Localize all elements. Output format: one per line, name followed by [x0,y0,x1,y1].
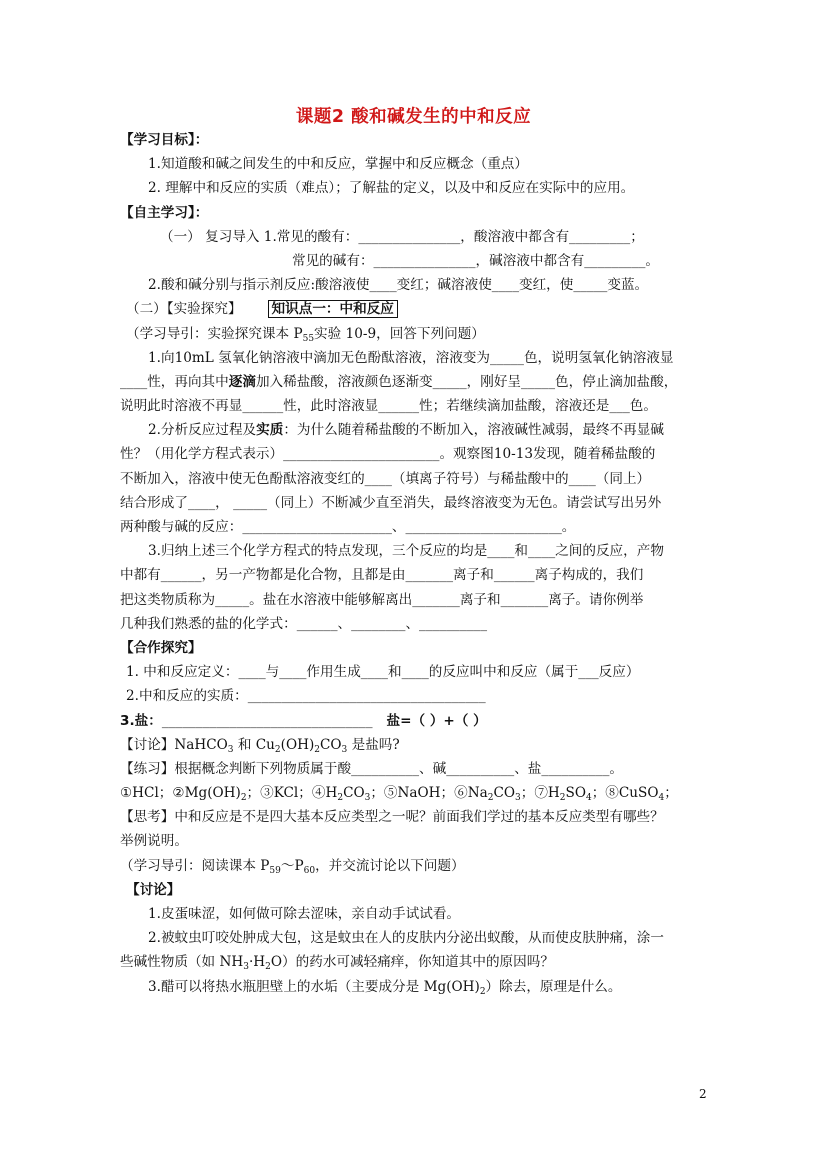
text-run: 【讨论】NaHCO [120,736,228,753]
section-heading-discussion: 【讨论】 [126,881,181,898]
guide-text: ，并交流讨论以下问题） [315,857,465,874]
definition-line: 1. 中和反应定义：____与____作用生成____和____的反应叫中和反应（属于___反应） [126,664,640,681]
salt-line [120,709,720,733]
goal-line: 1.知道酸和碱之间发生的中和反应，掌握中和反应概念（重点） [148,156,528,173]
text-run: 加入稀盐酸，溶液颜色逐渐变_____，刚好呈_____色，停止滴加盐酸， [255,373,678,390]
text-run: CO [343,785,365,802]
study-guide-line [120,322,720,346]
text-run: 些碱性物质（如 NH [120,954,244,971]
practice-line: 【练习】根据概念判断下列物质属于酸__________、碱__________、盐__________。 [120,760,623,777]
paragraph-line: 结合形成了____， _____（同上）不断减少直至消失，最终溶液变为无色。请尝试写出另外 [120,494,662,511]
paragraph-line: 把这类物质称为_____。盐在水溶液中能够解离出_______离子和_______离子。请你例举 [120,591,644,608]
text-run: ；⑦H [520,785,560,802]
discussion-question: 1.皮蛋味涩，如何做可除去涩味，亲自动手试试看。 [148,906,461,922]
text-run: ）除去，原理是什么。 [485,978,622,995]
study-guide-line [120,854,720,878]
discussion-line [120,733,720,757]
paragraph-line [120,370,720,394]
text-run: O）的药水可减轻痛痒，你知道其中的原因吗？ [270,954,554,971]
salt-formula: 盐=（ ）+（ ） [386,712,487,729]
subscript: 4 [658,793,665,804]
text-run: ；⑧CuSO [591,785,659,802]
salt-blank: _______________________________ [161,712,373,729]
subscript: 3 [227,744,234,755]
subscript: 2 [487,793,494,804]
text-run: ①HCl；②Mg(OH) [120,785,241,802]
text-run: CO [493,785,515,802]
discussion-question: 2.被蚊虫叮咬处肿成大包，这是蚊虫在人的皮肤内分泌出蚁酸，从而使皮肤肿痛，涂一 [148,930,664,947]
guide-text: ～P [280,857,304,874]
experiment-heading-text: （二）【实验探究】 [126,301,242,318]
text-run: ；③KCl；④H [246,785,338,802]
review-line: 常见的碱有：_______________，碱溶液中都含有_________。 [292,252,660,269]
text-run: SO [565,785,586,802]
guide-text: （学习导引：实验探究课本 P [126,325,303,342]
paragraph-line: 性？（用化学方程式表示）_______________________。观察图10-13发现，随着稀盐酸的 [120,446,656,463]
text-run: 是盐吗? [347,736,400,753]
subscript: 2 [337,793,344,804]
subscript: 3 [515,793,521,804]
section-heading-cooperation: 【合作探究】 [120,639,202,656]
text-run: ；⑤NaOH；⑥Na [370,785,488,802]
page-subscript: 59 [269,865,281,876]
subscript: 4 [585,793,592,804]
page-subscript: 60 [303,865,316,876]
emphasis-text: 实质 [256,422,284,439]
indicator-line: 2.酸和碱分别与指示剂反应:酸溶液使____变红；碱溶液使____变红，使_____变蓝。 [148,277,649,294]
text-run: ：为什么随着稀盐酸的不断加入，溶液碱性减弱，最终不再显碱 [283,422,664,439]
page-subscript: 55 [302,333,315,344]
text-run: ·H [248,954,266,971]
subscript: 2 [274,744,281,755]
discussion-question [120,950,720,974]
think-line: 【思考】中和反应是不是四大基本反应类型之一呢？前面我们学过的基本反应类型有哪些？ [120,809,664,826]
section-heading-experiment [120,297,720,321]
salt-label: 3.盐： [120,712,162,729]
page-number: 2 [699,1087,707,1101]
goal-line: 2. 理解中和反应的实质（难点）；了解盐的定义，以及中和反应在实际中的应用。 [148,180,635,197]
paragraph-line: 3.归纳上述三个化学方程式的特点发现，三个反应的均是____和____之间的反应，产物 [148,543,664,560]
think-line: 举例说明。 [120,833,188,850]
paragraph-line: 中都有______，另一产物都是化合物，且都是由_______离子和______离子构成的，我们 [120,567,644,584]
text-run: CO [320,736,342,753]
knowledge-point-box: 知识点一：中和反应 [268,300,398,318]
text-run: ； [664,785,678,802]
subscript: 2 [314,744,320,755]
paragraph-line: 1.向10mL 氢氧化钠溶液中滴加无色酚酞溶液，溶液变为_____色，说明氢氧化钠溶液显 [148,349,674,366]
subscript: 3 [364,793,371,804]
paragraph-line: 两种酸与碱的反应：______________________、_______________________。 [120,519,576,535]
section-heading-learning-goals: 【学习目标】： [120,132,209,148]
guide-text: 实验 10-9，回答下列问题） [314,325,485,342]
review-line: （一） 复习导入 1.常见的酸有：_______________，酸溶液中都含有_________； [160,228,644,245]
paragraph-line: 几种我们熟悉的盐的化学式：______、________、__________ [120,615,488,632]
text-run: 和 Cu [233,736,275,753]
discussion-question [120,975,720,999]
text-run: 2.分析反应过程及 [148,422,257,439]
text-run: (OH) [280,736,315,753]
paragraph-line [120,418,720,442]
subscript: 2 [559,793,566,804]
page-title: 课题2 酸和碱发生的中和反应 [295,107,532,127]
guide-text: （学习导引：阅读课本 P [120,857,270,874]
subscript: 2 [240,793,247,804]
text-run: ____性，再向其中 [120,373,229,390]
essence-line: 2.中和反应的实质：___________________________________ [126,688,486,705]
subscript: 2 [265,962,271,973]
substance-list [120,781,720,805]
paragraph-line: 说明此时溶液不再显______性，此时溶液显______性；若继续滴加盐酸，溶液还是___色。 [120,398,657,415]
document-body [120,128,720,999]
subscript: 3 [341,744,348,755]
emphasis-text: 逐滴 [228,373,256,390]
text-run: 3.醋可以将热水瓶胆壁上的水垢（主要成分是 Mg(OH) [148,978,480,995]
section-heading-self-study: 【自主学习】： [120,204,209,221]
paragraph-line: 不断加入，溶液中使无色酚酞溶液变红的____（填离子符号）与稀盐酸中的____（同上） [120,470,651,487]
subscript: 3 [243,962,249,973]
subscript: 2 [479,986,486,997]
